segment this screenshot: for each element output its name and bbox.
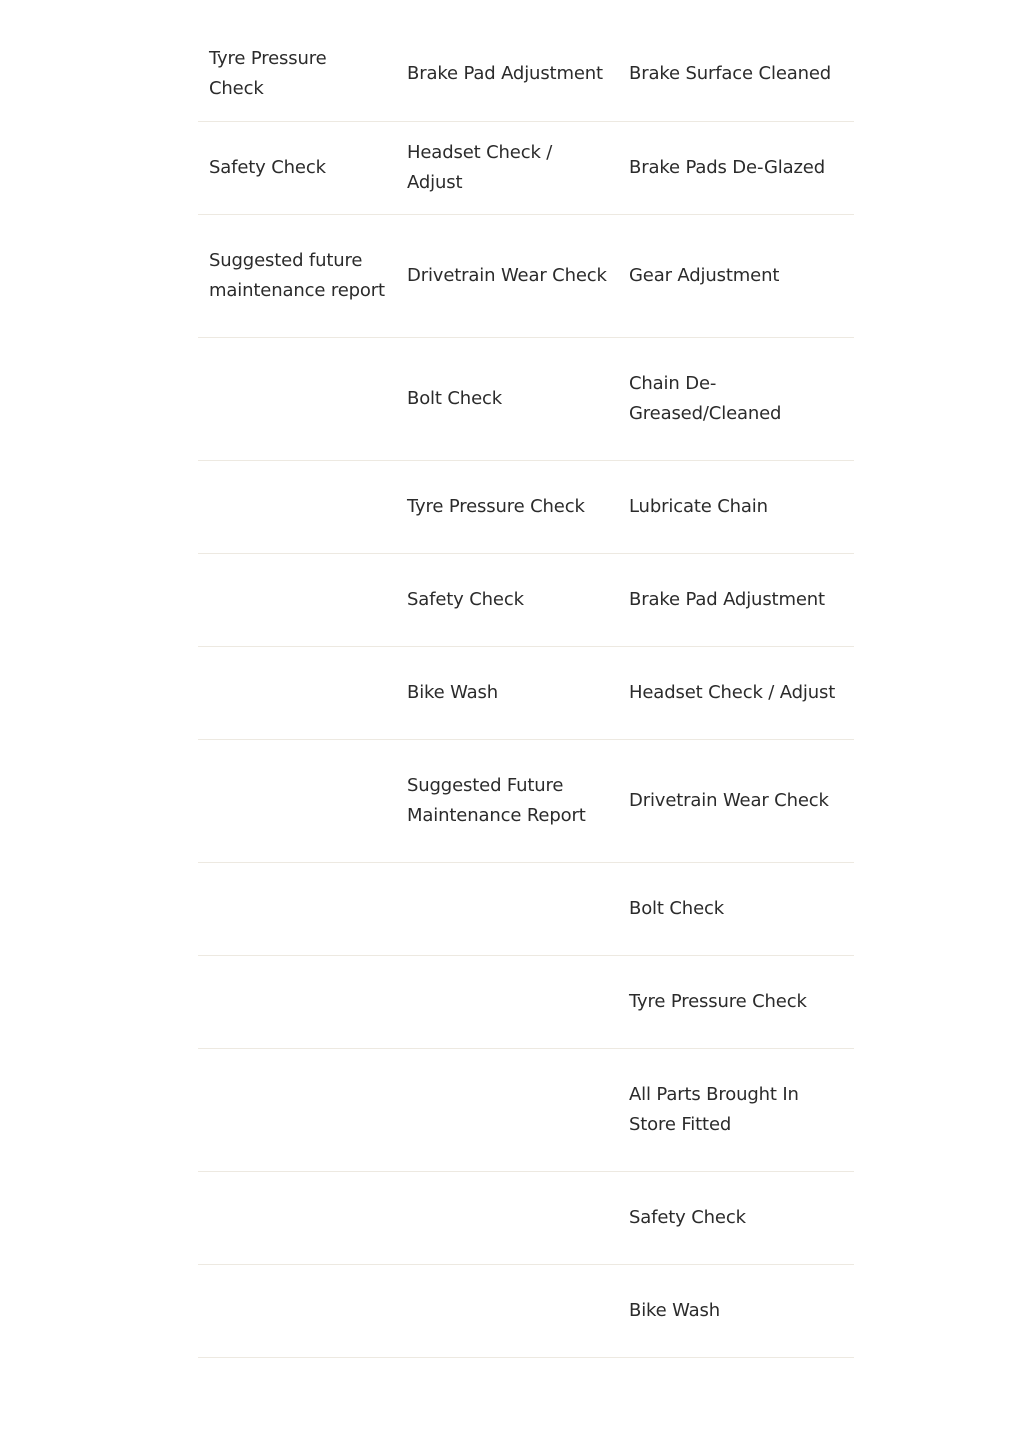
table-cell: Lubricate Chain	[618, 460, 854, 553]
table-cell: Brake Pads De-Glazed	[618, 121, 854, 214]
table-cell: Safety Check	[396, 553, 618, 646]
table-cell	[198, 460, 396, 553]
table-cell: Headset Check / Adjust	[396, 121, 618, 214]
table-cell	[396, 862, 618, 955]
table-cell: Suggested Future Maintenance Report	[396, 739, 618, 862]
table-cell	[198, 553, 396, 646]
table-row	[198, 28, 854, 121]
table-cell: Brake Pad Adjustment	[618, 553, 854, 646]
table-row	[198, 121, 854, 214]
table-cell: Tyre Pressure Check	[198, 28, 396, 121]
table-cell: Gear Adjustment	[618, 214, 854, 337]
table-cell	[396, 1264, 618, 1357]
table-row	[198, 337, 854, 460]
table-cell: Bike Wash	[618, 1264, 854, 1357]
table-row	[198, 1171, 854, 1264]
table-cell	[198, 337, 396, 460]
table-cell	[198, 1171, 396, 1264]
table-cell: Brake Surface Cleaned	[618, 28, 854, 121]
table-row	[198, 553, 854, 646]
table-row	[198, 862, 854, 955]
table-cell: Bolt Check	[618, 862, 854, 955]
table-cell: Bolt Check	[396, 337, 618, 460]
table-row	[198, 955, 854, 1048]
table-cell	[198, 862, 396, 955]
table-cell: Tyre Pressure Check	[618, 955, 854, 1048]
service-comparison-table-wrapper	[198, 28, 854, 1358]
table-row	[198, 460, 854, 553]
table-cell: All Parts Brought In Store Fitted	[618, 1048, 854, 1171]
table-cell	[396, 955, 618, 1048]
table-cell: Safety Check	[198, 121, 396, 214]
table-cell: Drivetrain Wear Check	[396, 214, 618, 337]
table-row	[198, 646, 854, 739]
table-cell: Chain De-Greased/Cleaned	[618, 337, 854, 460]
table-cell: Bike Wash	[396, 646, 618, 739]
table-cell	[198, 955, 396, 1048]
table-cell: Headset Check / Adjust	[618, 646, 854, 739]
table-row	[198, 739, 854, 862]
table-row	[198, 1048, 854, 1171]
table-cell	[198, 646, 396, 739]
table-body	[198, 28, 854, 1357]
table-cell: Suggested future maintenance report	[198, 214, 396, 337]
table-cell	[198, 1264, 396, 1357]
table-cell	[396, 1048, 618, 1171]
table-row	[198, 214, 854, 337]
table-cell: Safety Check	[618, 1171, 854, 1264]
table-cell: Brake Pad Adjustment	[396, 28, 618, 121]
table-cell: Drivetrain Wear Check	[618, 739, 854, 862]
table-cell: Tyre Pressure Check	[396, 460, 618, 553]
table-cell	[396, 1171, 618, 1264]
table-cell	[198, 1048, 396, 1171]
service-comparison-table	[198, 28, 854, 1358]
table-row	[198, 1264, 854, 1357]
table-cell	[198, 739, 396, 862]
